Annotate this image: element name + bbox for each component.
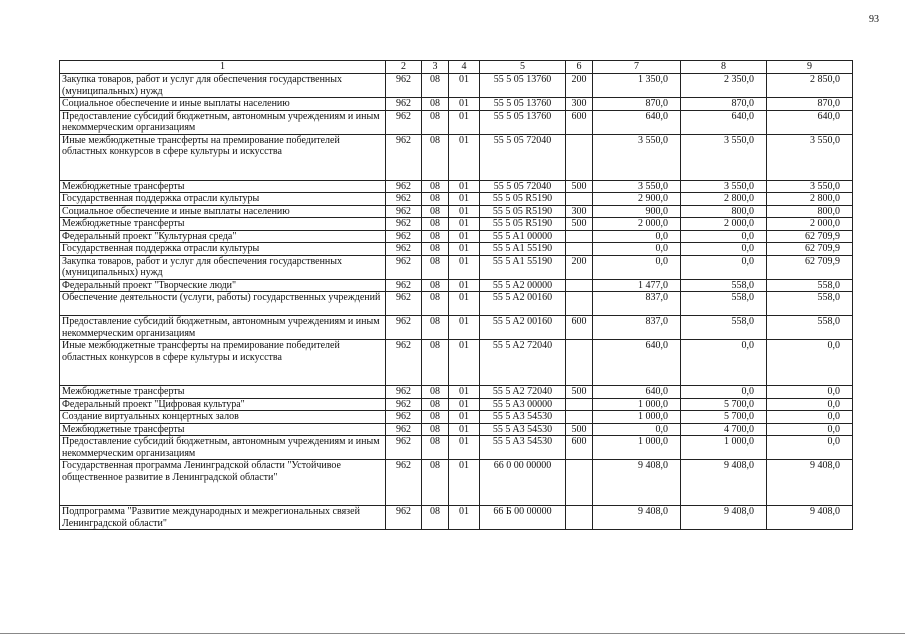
table-cell: 962 — [386, 230, 422, 243]
table-cell: 1 477,0 — [593, 279, 681, 292]
table-cell: 62 709,9 — [767, 255, 853, 279]
table-row — [60, 340, 853, 386]
table-cell — [566, 230, 593, 243]
table-row — [60, 292, 853, 316]
table-cell — [566, 134, 593, 180]
table-cell: 01 — [449, 279, 480, 292]
table-row — [60, 423, 853, 436]
table-cell: 08 — [422, 98, 449, 111]
row-label: Федеральный проект "Творческие люди" — [60, 279, 386, 292]
row-label: Иные межбюджетные трансферты на премирование победителей областных конкурсов в сфере культуры и искусства — [60, 340, 386, 386]
row-label: Межбюджетные трансферты — [60, 180, 386, 193]
table-cell: 9 408,0 — [767, 460, 853, 506]
table-cell: 962 — [386, 316, 422, 340]
table-cell: 08 — [422, 316, 449, 340]
table-cell: 5 700,0 — [681, 411, 767, 424]
table-cell: 962 — [386, 423, 422, 436]
header-cell: 2 — [386, 61, 422, 74]
table-row — [60, 205, 853, 218]
table-cell: 962 — [386, 243, 422, 256]
header-cell: 4 — [449, 61, 480, 74]
table-cell: 962 — [386, 134, 422, 180]
table-cell: 55 5 05 72040 — [480, 134, 566, 180]
table-cell: 01 — [449, 423, 480, 436]
table-cell: 01 — [449, 230, 480, 243]
table-cell: 55 5 A3 00000 — [480, 398, 566, 411]
table-cell: 4 700,0 — [681, 423, 767, 436]
table-cell: 558,0 — [681, 279, 767, 292]
table-cell: 2 000,0 — [681, 218, 767, 231]
table-cell: 08 — [422, 340, 449, 386]
table-cell: 08 — [422, 411, 449, 424]
table-cell: 01 — [449, 180, 480, 193]
row-label: Межбюджетные трансферты — [60, 423, 386, 436]
table-cell: 0,0 — [593, 423, 681, 436]
row-label: Предоставление субсидий бюджетным, автономным учреждениям и иным некоммерческим организациям — [60, 436, 386, 460]
table-cell: 55 5 A2 72040 — [480, 386, 566, 399]
table-cell: 500 — [566, 180, 593, 193]
table-cell: 1 350,0 — [593, 74, 681, 98]
row-label: Подпрограмма "Развитие международных и межрегиональных связей Ленинградской области" — [60, 506, 386, 530]
table-cell: 900,0 — [593, 205, 681, 218]
table-cell: 55 5 A1 55190 — [480, 243, 566, 256]
table-cell: 0,0 — [681, 386, 767, 399]
table-cell: 01 — [449, 255, 480, 279]
table-cell: 962 — [386, 193, 422, 206]
table-row — [60, 134, 853, 180]
table-cell: 0,0 — [593, 230, 681, 243]
table-row — [60, 193, 853, 206]
table-cell: 3 550,0 — [681, 134, 767, 180]
table-cell: 1 000,0 — [681, 436, 767, 460]
table-cell: 55 5 A3 54530 — [480, 436, 566, 460]
table-cell: 837,0 — [593, 316, 681, 340]
table-cell: 962 — [386, 279, 422, 292]
table-cell: 2 800,0 — [767, 193, 853, 206]
table-cell: 55 5 05 13760 — [480, 74, 566, 98]
table-cell — [566, 460, 593, 506]
table-cell: 962 — [386, 411, 422, 424]
table-cell: 2 800,0 — [681, 193, 767, 206]
table-cell: 837,0 — [593, 292, 681, 316]
table-cell: 55 5 05 72040 — [480, 180, 566, 193]
table-cell: 01 — [449, 436, 480, 460]
table-cell: 800,0 — [767, 205, 853, 218]
table-cell: 9 408,0 — [593, 460, 681, 506]
table-cell: 08 — [422, 193, 449, 206]
table-cell — [566, 340, 593, 386]
table-cell: 0,0 — [767, 386, 853, 399]
row-label: Закупка товаров, работ и услуг для обеспечения государственных (муниципальных) нужд — [60, 74, 386, 98]
table-cell: 01 — [449, 98, 480, 111]
table-cell: 08 — [422, 74, 449, 98]
header-cell: 6 — [566, 61, 593, 74]
row-label: Создание виртуальных концертных залов — [60, 411, 386, 424]
table-cell: 55 5 A2 00160 — [480, 316, 566, 340]
table-cell: 962 — [386, 255, 422, 279]
table-cell: 08 — [422, 398, 449, 411]
row-label: Социальное обеспечение и иные выплаты населению — [60, 98, 386, 111]
table-row — [60, 386, 853, 399]
header-cell: 7 — [593, 61, 681, 74]
table-cell: 0,0 — [593, 255, 681, 279]
table-cell: 08 — [422, 134, 449, 180]
table-cell: 08 — [422, 110, 449, 134]
table-cell: 01 — [449, 386, 480, 399]
table-cell: 2 900,0 — [593, 193, 681, 206]
table-cell — [566, 193, 593, 206]
table-cell: 0,0 — [681, 243, 767, 256]
table-cell: 962 — [386, 386, 422, 399]
row-label: Государственная поддержка отрасли культуры — [60, 193, 386, 206]
table-cell: 9 408,0 — [767, 506, 853, 530]
table-cell: 3 550,0 — [767, 134, 853, 180]
table-cell: 9 408,0 — [593, 506, 681, 530]
table-cell: 55 5 05 13760 — [480, 98, 566, 111]
table-cell: 600 — [566, 316, 593, 340]
table-cell: 0,0 — [767, 411, 853, 424]
table-cell: 962 — [386, 218, 422, 231]
table-cell: 870,0 — [681, 98, 767, 111]
table-cell — [566, 279, 593, 292]
table-row — [60, 436, 853, 460]
table-cell: 500 — [566, 386, 593, 399]
table-cell — [566, 506, 593, 530]
table-cell: 01 — [449, 74, 480, 98]
table-cell: 200 — [566, 74, 593, 98]
table-row — [60, 506, 853, 530]
table-cell: 08 — [422, 255, 449, 279]
table-cell: 01 — [449, 411, 480, 424]
header-cell: 8 — [681, 61, 767, 74]
header-cell: 3 — [422, 61, 449, 74]
table-cell: 01 — [449, 506, 480, 530]
table-cell: 558,0 — [681, 292, 767, 316]
row-label: Государственная поддержка отрасли культуры — [60, 243, 386, 256]
table-cell: 200 — [566, 255, 593, 279]
table-cell: 55 5 A2 00000 — [480, 279, 566, 292]
table-cell: 558,0 — [767, 292, 853, 316]
header-cell: 5 — [480, 61, 566, 74]
table-cell: 2 000,0 — [593, 218, 681, 231]
table-row — [60, 110, 853, 134]
table-cell: 800,0 — [681, 205, 767, 218]
table-row — [60, 316, 853, 340]
table-cell: 08 — [422, 292, 449, 316]
table-cell: 962 — [386, 110, 422, 134]
table-cell: 2 850,0 — [767, 74, 853, 98]
table-cell: 2 000,0 — [767, 218, 853, 231]
table-cell: 0,0 — [681, 340, 767, 386]
row-label: Социальное обеспечение и иные выплаты населению — [60, 205, 386, 218]
table-cell: 01 — [449, 316, 480, 340]
table-cell: 01 — [449, 460, 480, 506]
table-cell: 08 — [422, 218, 449, 231]
table-cell: 962 — [386, 398, 422, 411]
budget-table — [59, 60, 853, 530]
row-label: Межбюджетные трансферты — [60, 218, 386, 231]
table-cell: 962 — [386, 436, 422, 460]
table-cell: 01 — [449, 292, 480, 316]
table-row — [60, 74, 853, 98]
table-cell: 08 — [422, 279, 449, 292]
table-cell: 01 — [449, 110, 480, 134]
table-cell: 1 000,0 — [593, 398, 681, 411]
table-cell: 01 — [449, 340, 480, 386]
row-label: Закупка товаров, работ и услуг для обеспечения государственных (муниципальных) нужд — [60, 255, 386, 279]
table-row — [60, 230, 853, 243]
table-row — [60, 398, 853, 411]
table-row — [60, 243, 853, 256]
table-cell — [566, 411, 593, 424]
table-cell: 500 — [566, 218, 593, 231]
table-cell: 3 550,0 — [681, 180, 767, 193]
table-cell: 55 5 A2 00160 — [480, 292, 566, 316]
table-cell: 962 — [386, 292, 422, 316]
table-cell: 08 — [422, 506, 449, 530]
header-cell: 1 — [60, 61, 386, 74]
table-cell: 500 — [566, 423, 593, 436]
header-row — [60, 61, 853, 74]
table-cell: 600 — [566, 110, 593, 134]
table-cell: 08 — [422, 205, 449, 218]
table-cell: 0,0 — [767, 436, 853, 460]
table-cell: 870,0 — [767, 98, 853, 111]
table-cell: 55 5 A3 54530 — [480, 411, 566, 424]
table-cell: 9 408,0 — [681, 460, 767, 506]
table-cell: 55 5 A3 54530 — [480, 423, 566, 436]
row-label: Предоставление субсидий бюджетным, автономным учреждениям и иным некоммерческим организациям — [60, 110, 386, 134]
table-cell: 962 — [386, 180, 422, 193]
table-cell: 62 709,9 — [767, 243, 853, 256]
table-cell: 558,0 — [767, 316, 853, 340]
table-cell: 2 350,0 — [681, 74, 767, 98]
table-cell: 55 5 05 R5190 — [480, 193, 566, 206]
table-cell: 0,0 — [681, 230, 767, 243]
row-label: Федеральный проект "Культурная среда" — [60, 230, 386, 243]
row-label: Обеспечение деятельности (услуги, работы) государственных учреждений — [60, 292, 386, 316]
table-cell: 62 709,9 — [767, 230, 853, 243]
table-cell: 08 — [422, 386, 449, 399]
table-cell: 08 — [422, 436, 449, 460]
table-row — [60, 279, 853, 292]
table-cell: 0,0 — [767, 423, 853, 436]
table-cell: 640,0 — [593, 340, 681, 386]
table-cell: 640,0 — [681, 110, 767, 134]
table-cell: 600 — [566, 436, 593, 460]
table-cell: 55 5 A1 55190 — [480, 255, 566, 279]
table-cell: 962 — [386, 340, 422, 386]
table-cell: 9 408,0 — [681, 506, 767, 530]
header-cell: 9 — [767, 61, 853, 74]
table-cell: 870,0 — [593, 98, 681, 111]
table-cell: 558,0 — [681, 316, 767, 340]
table-cell — [566, 398, 593, 411]
table-cell: 962 — [386, 98, 422, 111]
table-cell: 962 — [386, 460, 422, 506]
page-number: 93 — [869, 14, 879, 25]
row-label: Федеральный проект "Цифровая культура" — [60, 398, 386, 411]
table-cell: 300 — [566, 205, 593, 218]
table-row — [60, 460, 853, 506]
table-cell: 55 5 05 R5190 — [480, 205, 566, 218]
table-cell: 01 — [449, 218, 480, 231]
table-cell: 962 — [386, 205, 422, 218]
bottom-rule — [0, 633, 905, 634]
table-cell: 08 — [422, 243, 449, 256]
table-cell: 300 — [566, 98, 593, 111]
table-cell: 55 5 05 R5190 — [480, 218, 566, 231]
table-cell: 962 — [386, 506, 422, 530]
table-cell: 3 550,0 — [593, 180, 681, 193]
table-cell: 640,0 — [767, 110, 853, 134]
table-cell: 01 — [449, 398, 480, 411]
table-cell: 08 — [422, 423, 449, 436]
row-label: Иные межбюджетные трансферты на премирование победителей областных конкурсов в сфере культуры и искусства — [60, 134, 386, 180]
table-row — [60, 180, 853, 193]
table-cell: 01 — [449, 205, 480, 218]
table-cell: 55 5 A2 72040 — [480, 340, 566, 386]
table-row — [60, 255, 853, 279]
table-row — [60, 218, 853, 231]
table-cell: 55 5 05 13760 — [480, 110, 566, 134]
table-cell — [566, 292, 593, 316]
table-cell: 640,0 — [593, 386, 681, 399]
table-cell: 640,0 — [593, 110, 681, 134]
table-cell: 1 000,0 — [593, 436, 681, 460]
row-label: Предоставление субсидий бюджетным, автономным учреждениям и иным некоммерческим организациям — [60, 316, 386, 340]
table-cell — [566, 243, 593, 256]
table-cell: 01 — [449, 193, 480, 206]
table-cell: 01 — [449, 134, 480, 180]
table-cell: 1 000,0 — [593, 411, 681, 424]
table-cell: 0,0 — [681, 255, 767, 279]
table-cell: 66 0 00 00000 — [480, 460, 566, 506]
row-label: Государственная программа Ленинградской области "Устойчивое общественное развитие в Ленинградской области" — [60, 460, 386, 506]
table-cell: 08 — [422, 180, 449, 193]
table-cell: 3 550,0 — [767, 180, 853, 193]
table-row — [60, 98, 853, 111]
table-cell: 01 — [449, 243, 480, 256]
table-cell: 0,0 — [767, 398, 853, 411]
table-cell: 5 700,0 — [681, 398, 767, 411]
table-cell: 66 Б 00 00000 — [480, 506, 566, 530]
table-cell: 558,0 — [767, 279, 853, 292]
table-cell: 3 550,0 — [593, 134, 681, 180]
table-cell: 0,0 — [593, 243, 681, 256]
table-cell: 08 — [422, 460, 449, 506]
table-cell: 962 — [386, 74, 422, 98]
table-cell: 0,0 — [767, 340, 853, 386]
row-label: Межбюджетные трансферты — [60, 386, 386, 399]
table-row — [60, 411, 853, 424]
table-cell: 08 — [422, 230, 449, 243]
table-cell: 55 5 A1 00000 — [480, 230, 566, 243]
